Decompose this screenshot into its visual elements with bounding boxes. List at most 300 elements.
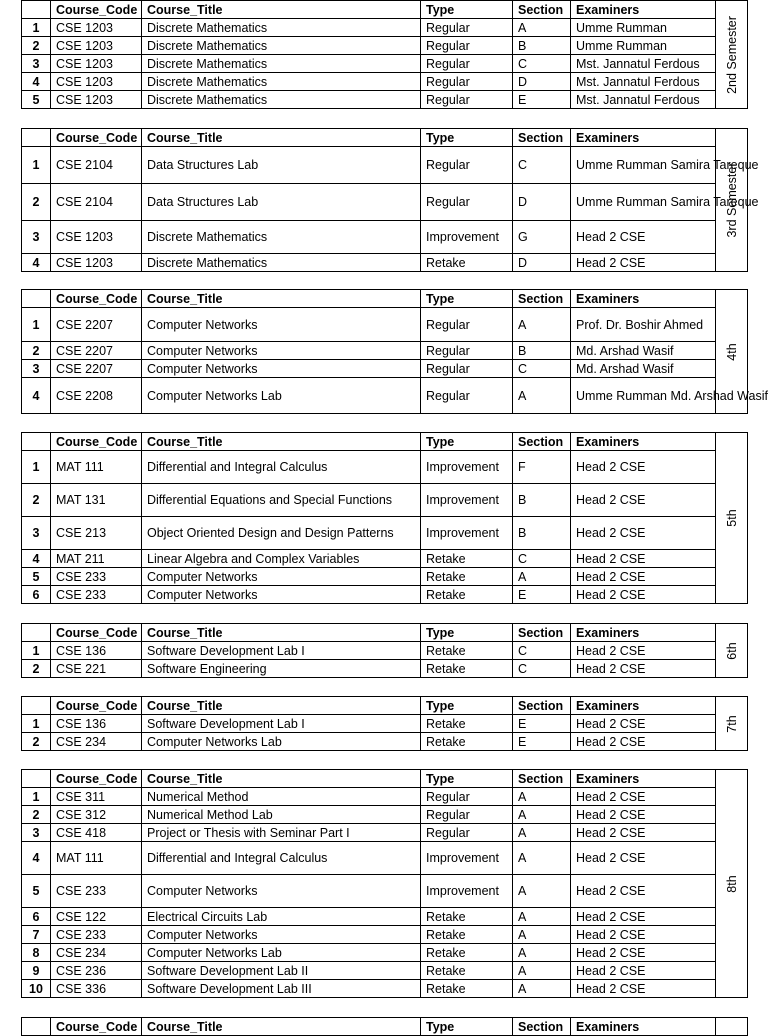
row-number: 3 <box>22 55 51 73</box>
header-course-title: Course_Title <box>142 290 421 308</box>
course-type: Regular <box>421 788 513 806</box>
row-number: 2 <box>22 806 51 824</box>
header-course-title: Course_Title <box>142 1 421 19</box>
course-examiners: Head 2 CSE <box>571 484 716 517</box>
course-section: B <box>513 484 571 517</box>
table-row <box>22 19 748 37</box>
table-header-row <box>22 770 748 788</box>
course-type: Retake <box>421 660 513 678</box>
course-examiners: Umme Rumman Md. Arshad Wasif <box>571 378 716 414</box>
course-type: Retake <box>421 254 513 272</box>
course-title: Linear Algebra and Complex Variables <box>142 550 421 568</box>
table-row <box>22 926 748 944</box>
course-code: MAT 211 <box>51 550 142 568</box>
exam-table-4th-semester <box>21 289 768 414</box>
course-type: Retake <box>421 715 513 733</box>
course-section: E <box>513 715 571 733</box>
table-row <box>22 842 748 875</box>
course-type: Regular <box>421 55 513 73</box>
course-type: Improvement <box>421 484 513 517</box>
course-type: Regular <box>421 824 513 842</box>
header-course-code: Course_Code <box>51 770 142 788</box>
table-row <box>22 147 748 184</box>
header-section: Section <box>513 1 571 19</box>
course-section: A <box>513 944 571 962</box>
course-type: Retake <box>421 926 513 944</box>
header-course-title: Course_Title <box>142 1018 421 1036</box>
course-code: CSE 221 <box>51 660 142 678</box>
header-section: Section <box>513 1018 571 1036</box>
course-section: B <box>513 342 571 360</box>
course-examiners: Head 2 CSE <box>571 642 716 660</box>
course-type: Regular <box>421 806 513 824</box>
course-title: Computer Networks Lab <box>142 944 421 962</box>
course-section: C <box>513 360 571 378</box>
course-section: A <box>513 980 571 998</box>
course-type: Retake <box>421 642 513 660</box>
course-title: Numerical Method <box>142 788 421 806</box>
course-title: Computer Networks <box>142 586 421 604</box>
table-row <box>22 875 748 908</box>
course-code: CSE 2207 <box>51 360 142 378</box>
row-number: 10 <box>22 980 51 998</box>
course-title: Project or Thesis with Seminar Part I <box>142 824 421 842</box>
header-section: Section <box>513 697 571 715</box>
exam-table-5th-semester <box>21 432 748 604</box>
course-title: Object Oriented Design and Design Patterns <box>142 517 421 550</box>
row-number: 3 <box>22 517 51 550</box>
course-examiners: Head 2 CSE <box>571 221 716 254</box>
header-examiners: Examiners <box>571 290 716 308</box>
row-number: 4 <box>22 73 51 91</box>
course-section: B <box>513 517 571 550</box>
course-examiners: Umme Rumman Samira Tareque <box>571 184 716 221</box>
course-section: G <box>513 221 571 254</box>
course-section: F <box>513 451 571 484</box>
semester-label-cell <box>716 1 748 109</box>
exam-table-2nd-semester <box>21 0 748 109</box>
course-examiners: Head 2 CSE <box>571 824 716 842</box>
header-type: Type <box>421 1 513 19</box>
row-number: 2 <box>22 660 51 678</box>
semester-label: 3rd Semester <box>724 162 739 238</box>
course-title: Discrete Mathematics <box>142 37 421 55</box>
course-type: Improvement <box>421 221 513 254</box>
semester-label-cell <box>716 129 748 272</box>
header-examiners: Examiners <box>571 770 716 788</box>
course-title: Computer Networks <box>142 875 421 908</box>
header-type: Type <box>421 129 513 147</box>
header-course-title: Course_Title <box>142 770 421 788</box>
header-course-code: Course_Code <box>51 1 142 19</box>
course-title: Computer Networks <box>142 308 421 342</box>
course-code: CSE 136 <box>51 715 142 733</box>
course-title: Differential and Integral Calculus <box>142 451 421 484</box>
course-type: Regular <box>421 378 513 414</box>
course-section: C <box>513 147 571 184</box>
course-code: MAT 111 <box>51 842 142 875</box>
row-number: 2 <box>22 37 51 55</box>
course-section: A <box>513 926 571 944</box>
course-title: Discrete Mathematics <box>142 91 421 109</box>
semester-label-cell <box>716 770 748 998</box>
course-code: CSE 236 <box>51 962 142 980</box>
course-examiners: Head 2 CSE <box>571 733 716 751</box>
row-number: 9 <box>22 962 51 980</box>
course-section: E <box>513 91 571 109</box>
course-title: Data Structures Lab <box>142 184 421 221</box>
header-course-title: Course_Title <box>142 129 421 147</box>
course-code: CSE 1203 <box>51 55 142 73</box>
header-examiners: Examiners <box>571 1 716 19</box>
course-examiners: Prof. Dr. Boshir Ahmed <box>571 308 716 342</box>
table-row <box>22 642 748 660</box>
exam-table-next-partial <box>21 1017 748 1036</box>
exam-table-8th-semester <box>21 769 748 998</box>
table-header-row <box>22 697 748 715</box>
course-section: A <box>513 308 571 342</box>
course-section: A <box>513 378 571 414</box>
course-type: Improvement <box>421 875 513 908</box>
table-row <box>22 944 748 962</box>
header-section: Section <box>513 624 571 642</box>
header-number <box>22 129 51 147</box>
row-number: 8 <box>22 944 51 962</box>
table-row <box>22 908 748 926</box>
course-code: CSE 2104 <box>51 184 142 221</box>
course-code: MAT 111 <box>51 451 142 484</box>
header-section: Section <box>513 770 571 788</box>
table-row <box>22 378 748 414</box>
course-title: Data Structures Lab <box>142 147 421 184</box>
course-type: Retake <box>421 550 513 568</box>
row-number: 4 <box>22 550 51 568</box>
row-number: 1 <box>22 19 51 37</box>
course-section: A <box>513 908 571 926</box>
table-header-row <box>22 433 748 451</box>
course-section: A <box>513 842 571 875</box>
table-row <box>22 37 748 55</box>
course-code: CSE 234 <box>51 944 142 962</box>
table-header-row <box>22 290 748 308</box>
header-course-code: Course_Code <box>51 433 142 451</box>
course-type: Retake <box>421 586 513 604</box>
course-examiners: Head 2 CSE <box>571 842 716 875</box>
course-examiners: Mst. Jannatul Ferdous <box>571 91 716 109</box>
course-type: Retake <box>421 568 513 586</box>
course-section: A <box>513 788 571 806</box>
header-course-code: Course_Code <box>51 290 142 308</box>
header-type: Type <box>421 1018 513 1036</box>
table-row <box>22 733 748 751</box>
row-number: 4 <box>22 842 51 875</box>
table-row <box>22 55 748 73</box>
course-examiners: Head 2 CSE <box>571 568 716 586</box>
table-header-row <box>22 129 748 147</box>
table-row <box>22 342 748 360</box>
course-type: Regular <box>421 73 513 91</box>
row-number: 1 <box>22 308 51 342</box>
header-examiners: Examiners <box>571 624 716 642</box>
row-number: 2 <box>22 184 51 221</box>
header-examiners: Examiners <box>571 129 716 147</box>
table-row <box>22 715 748 733</box>
table-row <box>22 660 748 678</box>
course-examiners: Head 2 CSE <box>571 517 716 550</box>
course-title: Computer Networks Lab <box>142 378 421 414</box>
header-type: Type <box>421 624 513 642</box>
table-row <box>22 254 748 272</box>
course-type: Retake <box>421 980 513 998</box>
course-section: A <box>513 806 571 824</box>
course-type: Regular <box>421 342 513 360</box>
table-row <box>22 586 748 604</box>
semester-label-cell <box>716 1018 748 1036</box>
table-header-row <box>22 624 748 642</box>
course-title: Differential and Integral Calculus <box>142 842 421 875</box>
header-course-code: Course_Code <box>51 697 142 715</box>
semester-label-cell <box>716 697 748 751</box>
course-type: Regular <box>421 91 513 109</box>
course-type: Retake <box>421 908 513 926</box>
course-code: CSE 2207 <box>51 308 142 342</box>
course-examiners: Head 2 CSE <box>571 660 716 678</box>
course-examiners: Head 2 CSE <box>571 715 716 733</box>
course-section: A <box>513 568 571 586</box>
row-number: 5 <box>22 875 51 908</box>
header-type: Type <box>421 433 513 451</box>
course-title: Software Development Lab III <box>142 980 421 998</box>
row-number: 1 <box>22 642 51 660</box>
row-number: 1 <box>22 715 51 733</box>
course-examiners: Md. Arshad Wasif <box>571 342 716 360</box>
course-code: CSE 311 <box>51 788 142 806</box>
exam-table-6th-semester <box>21 623 748 678</box>
course-section: D <box>513 254 571 272</box>
course-title: Computer Networks <box>142 342 421 360</box>
course-type: Retake <box>421 944 513 962</box>
course-examiners: Head 2 CSE <box>571 586 716 604</box>
row-number: 3 <box>22 221 51 254</box>
course-code: CSE 233 <box>51 568 142 586</box>
course-section: B <box>513 37 571 55</box>
row-number: 5 <box>22 91 51 109</box>
header-type: Type <box>421 770 513 788</box>
header-course-title: Course_Title <box>142 624 421 642</box>
table-row <box>22 221 748 254</box>
course-type: Improvement <box>421 451 513 484</box>
semester-label: 2nd Semester <box>724 15 739 94</box>
header-number <box>22 290 51 308</box>
course-examiners: Umme Rumman <box>571 19 716 37</box>
course-examiners: Head 2 CSE <box>571 550 716 568</box>
row-number: 1 <box>22 788 51 806</box>
row-number: 1 <box>22 147 51 184</box>
course-code: CSE 234 <box>51 733 142 751</box>
course-examiners: Mst. Jannatul Ferdous <box>571 55 716 73</box>
header-number <box>22 433 51 451</box>
course-code: CSE 2104 <box>51 147 142 184</box>
table-row <box>22 550 748 568</box>
course-section: A <box>513 962 571 980</box>
header-course-code: Course_Code <box>51 1018 142 1036</box>
semester-label: 7th <box>724 714 739 733</box>
course-title: Discrete Mathematics <box>142 55 421 73</box>
header-number <box>22 770 51 788</box>
course-section: C <box>513 660 571 678</box>
course-title: Computer Networks <box>142 926 421 944</box>
course-type: Regular <box>421 184 513 221</box>
course-examiners: Head 2 CSE <box>571 788 716 806</box>
header-number <box>22 624 51 642</box>
table-row <box>22 824 748 842</box>
course-type: Retake <box>421 962 513 980</box>
table-row <box>22 806 748 824</box>
row-number: 4 <box>22 378 51 414</box>
course-title: Computer Networks Lab <box>142 733 421 751</box>
semester-label-cell <box>716 290 748 414</box>
course-code: CSE 312 <box>51 806 142 824</box>
course-examiners: Head 2 CSE <box>571 806 716 824</box>
header-number <box>22 697 51 715</box>
exam-table-3rd-semester <box>21 128 759 272</box>
course-title: Software Engineering <box>142 660 421 678</box>
course-code: CSE 233 <box>51 586 142 604</box>
course-code: CSE 418 <box>51 824 142 842</box>
course-section: D <box>513 73 571 91</box>
course-code: MAT 131 <box>51 484 142 517</box>
table-row <box>22 308 748 342</box>
course-title: Computer Networks <box>142 568 421 586</box>
course-code: CSE 1203 <box>51 254 142 272</box>
course-type: Regular <box>421 37 513 55</box>
table-row <box>22 788 748 806</box>
table-row <box>22 568 748 586</box>
course-examiners: Head 2 CSE <box>571 980 716 998</box>
row-number: 2 <box>22 484 51 517</box>
row-number: 6 <box>22 586 51 604</box>
course-code: CSE 1203 <box>51 91 142 109</box>
header-type: Type <box>421 290 513 308</box>
semester-label-cell <box>716 624 748 678</box>
row-number: 5 <box>22 568 51 586</box>
course-examiners: Mst. Jannatul Ferdous <box>571 73 716 91</box>
course-section: A <box>513 824 571 842</box>
table-row <box>22 360 748 378</box>
course-code: CSE 2208 <box>51 378 142 414</box>
course-title: Numerical Method Lab <box>142 806 421 824</box>
course-title: Discrete Mathematics <box>142 254 421 272</box>
course-type: Regular <box>421 308 513 342</box>
course-examiners: Head 2 CSE <box>571 908 716 926</box>
course-type: Regular <box>421 360 513 378</box>
table-row <box>22 184 748 221</box>
course-title: Differential Equations and Special Functions <box>142 484 421 517</box>
table-row <box>22 73 748 91</box>
course-section: A <box>513 19 571 37</box>
course-type: Regular <box>421 147 513 184</box>
course-section: C <box>513 550 571 568</box>
course-type: Improvement <box>421 517 513 550</box>
header-number <box>22 1018 51 1036</box>
course-title: Electrical Circuits Lab <box>142 908 421 926</box>
table-row <box>22 484 748 517</box>
table-row <box>22 517 748 550</box>
header-course-code: Course_Code <box>51 129 142 147</box>
course-title: Software Development Lab I <box>142 642 421 660</box>
course-examiners: Head 2 CSE <box>571 451 716 484</box>
semester-label: 8th <box>724 874 739 893</box>
semester-label-cell <box>716 433 748 604</box>
table-row <box>22 980 748 998</box>
course-code: CSE 1203 <box>51 19 142 37</box>
table-row <box>22 91 748 109</box>
course-type: Retake <box>421 733 513 751</box>
course-examiners: Umme Rumman Samira Tareque <box>571 147 716 184</box>
course-examiners: Md. Arshad Wasif <box>571 360 716 378</box>
row-number: 3 <box>22 360 51 378</box>
course-code: CSE 136 <box>51 642 142 660</box>
header-examiners: Examiners <box>571 697 716 715</box>
course-section: E <box>513 733 571 751</box>
header-section: Section <box>513 290 571 308</box>
row-number: 2 <box>22 733 51 751</box>
row-number: 1 <box>22 451 51 484</box>
row-number: 6 <box>22 908 51 926</box>
course-code: CSE 122 <box>51 908 142 926</box>
course-type: Regular <box>421 19 513 37</box>
course-section: A <box>513 875 571 908</box>
row-number: 2 <box>22 342 51 360</box>
course-examiners: Head 2 CSE <box>571 254 716 272</box>
course-type: Improvement <box>421 842 513 875</box>
course-code: CSE 2207 <box>51 342 142 360</box>
course-title: Software Development Lab I <box>142 715 421 733</box>
course-title: Discrete Mathematics <box>142 221 421 254</box>
course-examiners: Head 2 CSE <box>571 875 716 908</box>
header-course-title: Course_Title <box>142 433 421 451</box>
course-code: CSE 233 <box>51 875 142 908</box>
header-course-code: Course_Code <box>51 624 142 642</box>
table-header-row <box>22 1018 748 1036</box>
course-code: CSE 233 <box>51 926 142 944</box>
semester-label: 5th <box>724 509 739 527</box>
course-code: CSE 336 <box>51 980 142 998</box>
course-examiners: Head 2 CSE <box>571 944 716 962</box>
course-section: E <box>513 586 571 604</box>
course-examiners: Umme Rumman <box>571 37 716 55</box>
header-section: Section <box>513 433 571 451</box>
course-title: Software Development Lab II <box>142 962 421 980</box>
row-number: 3 <box>22 824 51 842</box>
course-code: CSE 1203 <box>51 73 142 91</box>
course-title: Discrete Mathematics <box>142 19 421 37</box>
course-examiners: Head 2 CSE <box>571 962 716 980</box>
row-number: 4 <box>22 254 51 272</box>
course-section: C <box>513 642 571 660</box>
course-title: Discrete Mathematics <box>142 73 421 91</box>
table-row <box>22 962 748 980</box>
header-type: Type <box>421 697 513 715</box>
header-examiners: Examiners <box>571 1018 716 1036</box>
semester-label: 4th <box>724 342 739 361</box>
course-code: CSE 1203 <box>51 37 142 55</box>
course-section: D <box>513 184 571 221</box>
course-title: Computer Networks <box>142 360 421 378</box>
course-code: CSE 213 <box>51 517 142 550</box>
header-examiners: Examiners <box>571 433 716 451</box>
course-code: CSE 1203 <box>51 221 142 254</box>
